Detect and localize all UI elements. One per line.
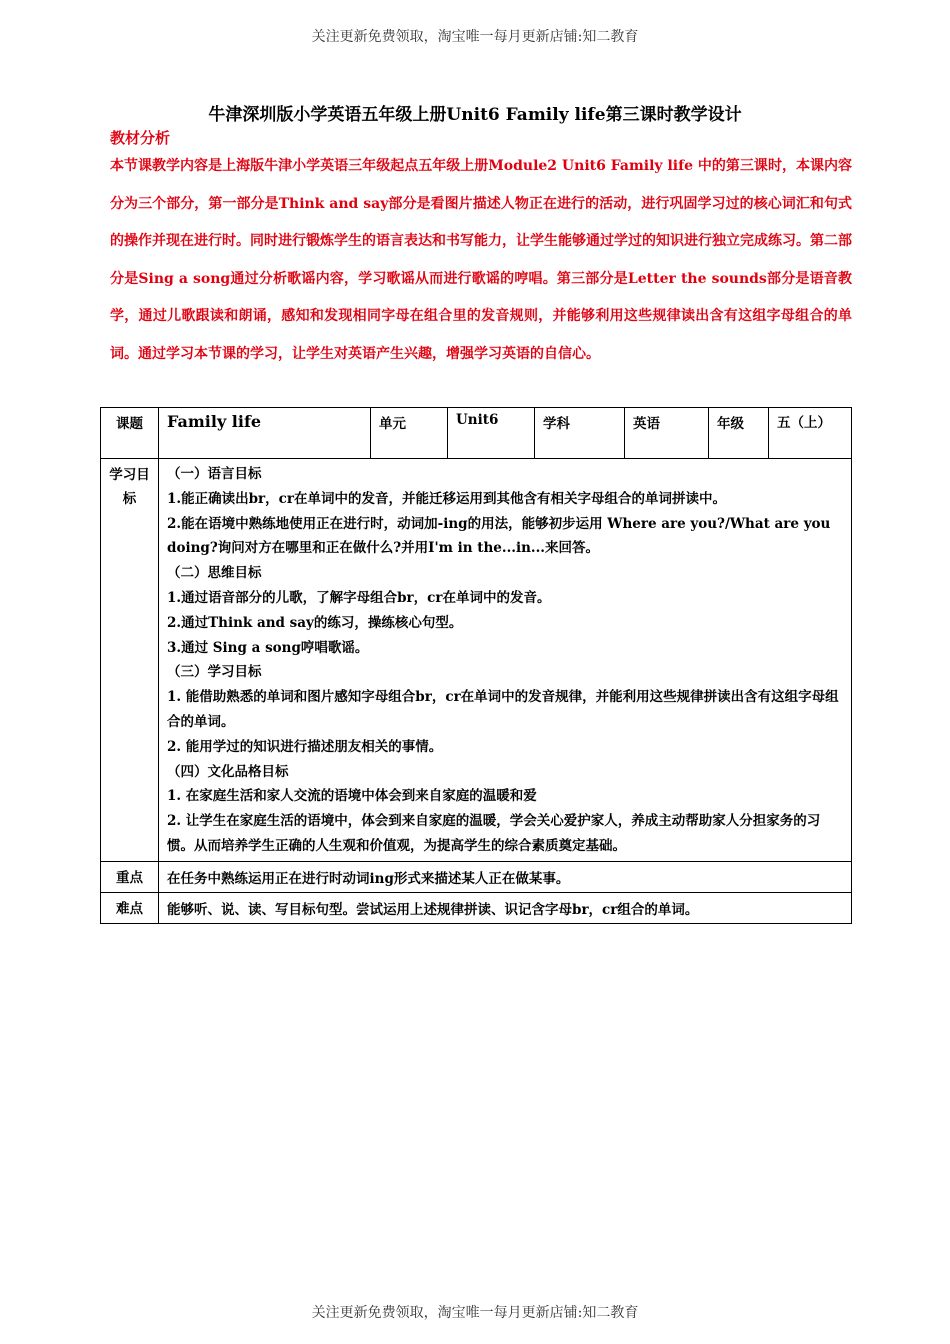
objectives-label: 学习目标: [101, 459, 159, 862]
table-row-topic: [101, 408, 852, 459]
table-row-difficulties: [101, 892, 852, 923]
objective-item: 2.能在语境中熟练地使用正在进行时，动词加-ing的用法，能够初步运用 Where are you?/What are you doing?询问对方在哪里和正在做什么?并用I'm in the...in...来回答。: [167, 515, 831, 557]
topic-value: Family life: [159, 408, 371, 459]
table-row-key-points: [101, 861, 852, 892]
objective-heading: （一）语言目标: [167, 466, 262, 482]
topic-label: 课题: [101, 408, 159, 459]
objective-heading: （三）学习目标: [167, 664, 262, 681]
page-header-note: 关注更新免费领取，淘宝唯一每月更新店铺:知二教育: [311, 29, 639, 45]
objective-item: 3.通过 Sing a song哼唱歌谣。: [167, 639, 369, 656]
objective-item: 2. 让学生在家庭生活的语境中，体会到来自家庭的温暖，学会关心爱护家人，养成主动帮助家人分担家务的习惯。从而培养学生正确的人生观和价值观，为提高学生的综合素质奠定基础。: [167, 813, 821, 854]
difficulties-label: 难点: [101, 892, 159, 923]
key-points-text: 在任务中熟练运用正在进行时动词ing形式来描述某人正在做某事。: [159, 861, 852, 892]
objective-item: 1. 能借助熟悉的单词和图片感知字母组合br，cr在单词中的发音规律，并能利用这些规律拼读出含有这组字母组合的单词。: [167, 689, 839, 730]
objective-item: 1.能正确读出br，cr在单词中的发音，并能迁移运用到其他含有相关字母组合的单词拼读中。: [167, 490, 726, 507]
unit-label: 单元: [371, 408, 448, 459]
key-points-label: 重点: [101, 861, 159, 892]
page-footer-note: 关注更新免费领取，淘宝唯一每月更新店铺:知二教育: [311, 1305, 639, 1321]
difficulties-text: 能够听、说、读、写目标句型。尝试运用上述规律拼读、识记含字母br，cr组合的单词。: [159, 892, 852, 923]
subject-value: 英语: [625, 408, 709, 459]
analysis-heading: 教材分析: [110, 129, 171, 147]
analysis-paragraph: 本节课教学内容是上海版牛津小学英语三年级起点五年级上册Module2 Unit6 Family life 中的第三课时，本课内容分为三个部分，第一部分是Think and say部分是看图片描述人物正在进行的活动，进行巩固学习过的核心词汇和句式的操作并现在进行时。同时进行锻炼学生的语言表达和书写能力，让学生能够通过学过的知识进行独立完成练习。第二部分是Sing a song通过分析歌谣内容，学习歌谣从而进行歌谣的哼唱。第三部分是Letter the sounds部分是语音教学，通过儿歌跟读和朗诵，感知和发现相同字母在组合里的发音规则，并能够利用这些规律读出含有这组字母组合的单词。通过学习本节课的学习，让学生对英语产生兴趣，增强学习英语的自信心。: [110, 158, 852, 362]
lesson-plan-table: [100, 407, 852, 924]
table-row-objectives: [101, 459, 852, 862]
objective-item: 1. 在家庭生活和家人交流的语境中体会到来自家庭的温暖和爱: [167, 788, 537, 805]
grade-value: 五（上）: [769, 408, 852, 459]
document-title: 牛津深圳版小学英语五年级上册Unit6 Family life第三课时教学设计: [208, 105, 742, 125]
objective-item: 1.通过语音部分的儿歌，了解字母组合br，cr在单词中的发音。: [167, 589, 551, 606]
objective-item: 2. 能用学过的知识进行描述朋友相关的事情。: [167, 738, 443, 755]
objective-heading: （四）文化品格目标: [167, 763, 289, 780]
objectives-content: [159, 459, 852, 862]
subject-label: 学科: [535, 408, 625, 459]
objective-heading: （二）思维目标: [167, 565, 262, 582]
grade-label: 年级: [709, 408, 769, 459]
objective-item: 2.通过Think and say的练习，操练核心句型。: [167, 614, 463, 631]
unit-value: Unit6: [448, 408, 535, 459]
